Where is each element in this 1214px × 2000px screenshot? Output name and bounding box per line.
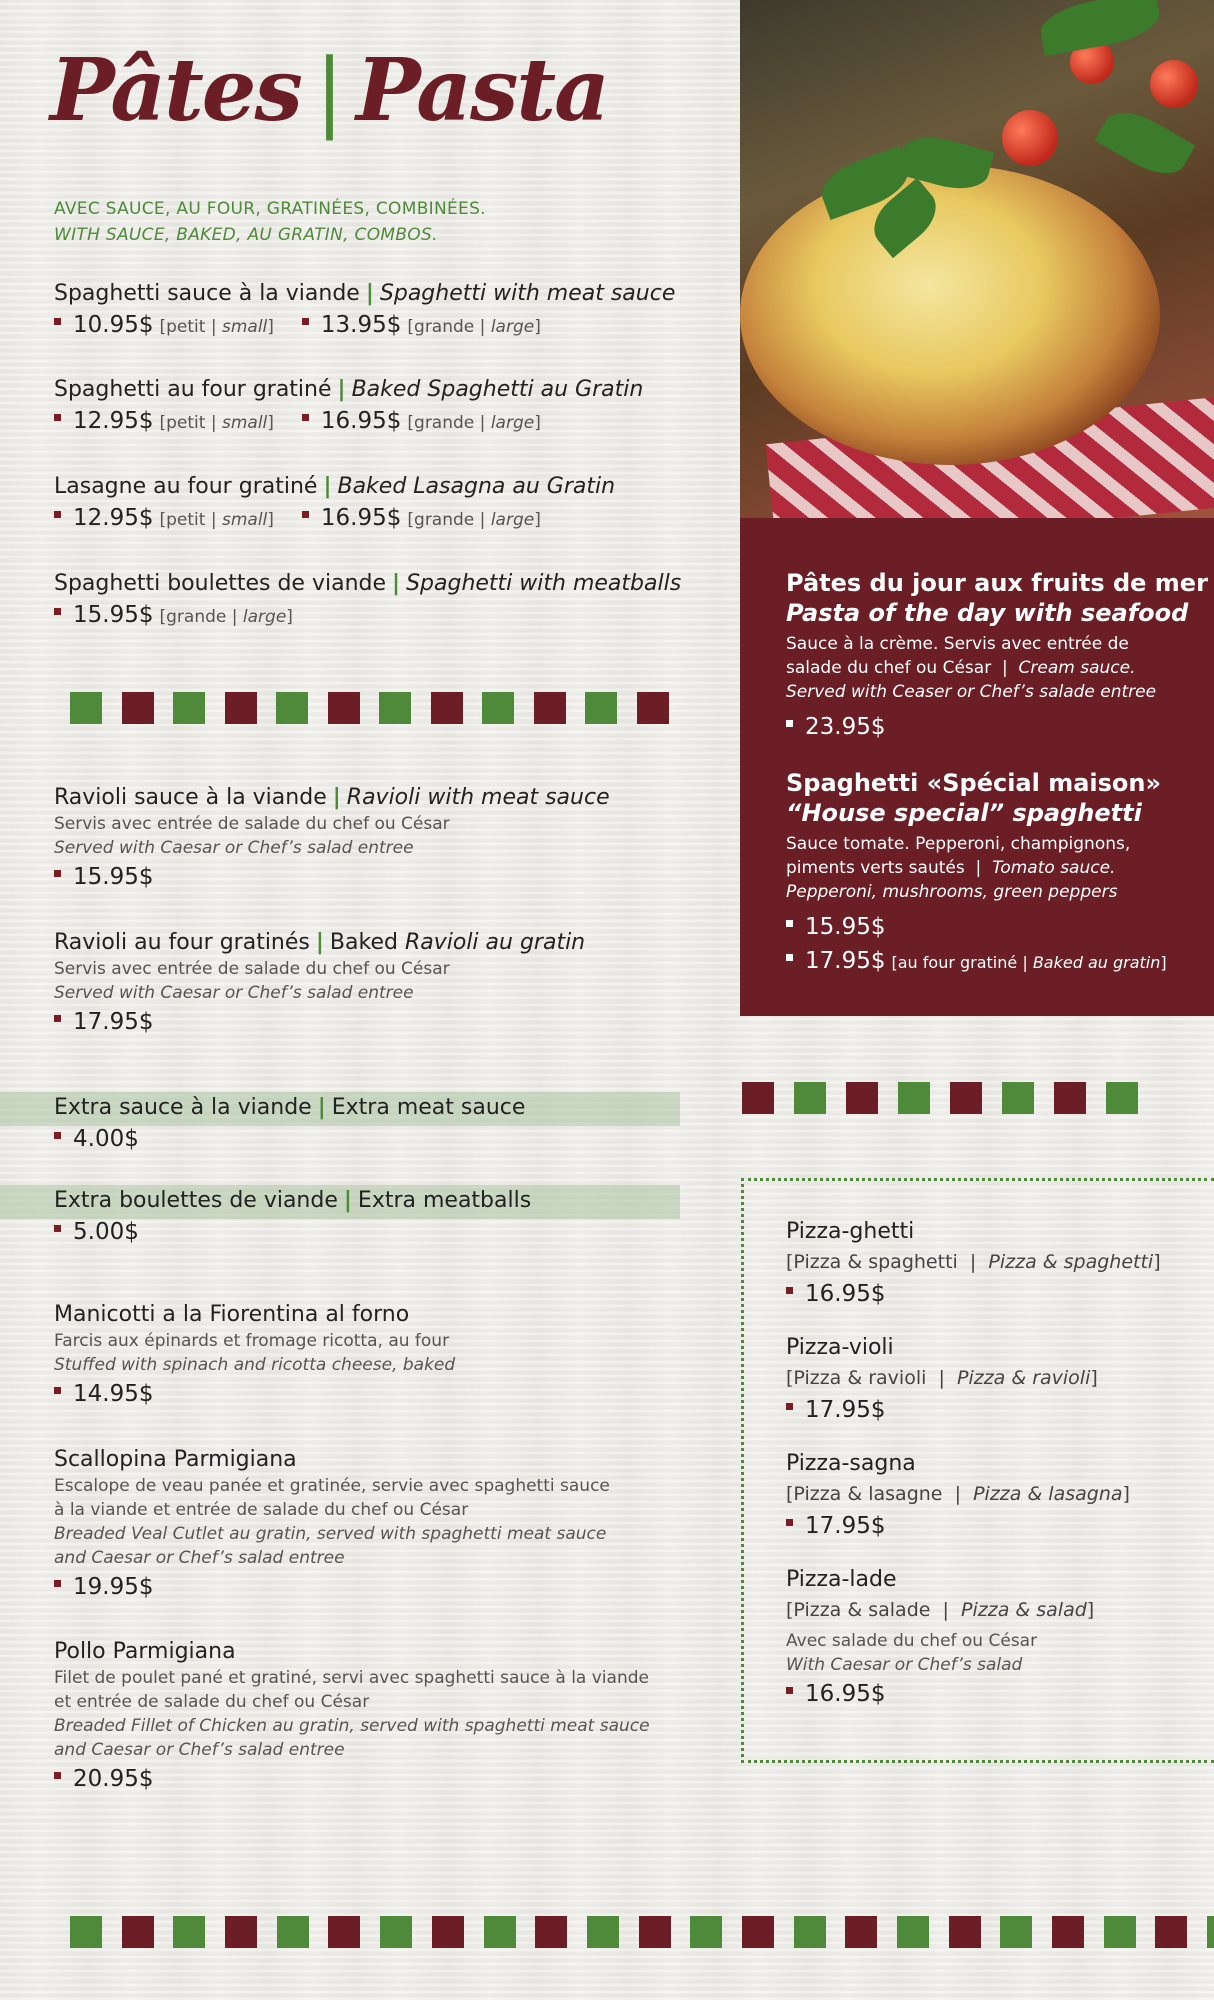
price: 14.95$ bbox=[73, 1381, 154, 1407]
size-separator: | bbox=[210, 317, 217, 337]
red-square bbox=[846, 1082, 878, 1114]
menu-item bbox=[54, 570, 681, 634]
price: 16.95$ bbox=[805, 1681, 886, 1707]
item-name-en: Spaghetti with meatballs bbox=[406, 571, 682, 596]
special-description-en: Tomato sauce. bbox=[992, 858, 1116, 878]
red-square bbox=[328, 1916, 360, 1948]
extra-item bbox=[54, 1187, 531, 1249]
price: 17.95$ bbox=[805, 1397, 886, 1423]
size-separator: | bbox=[231, 607, 238, 627]
bullet-icon bbox=[54, 1580, 61, 1587]
item-description-en: Breaded Fillet of Chicken au gratin, served with spaghetti meat sauce bbox=[54, 1716, 650, 1736]
special-description-en: Served with Ceaser or Chef’s salade entree bbox=[786, 682, 1157, 702]
special-description-en: Cream sauce. bbox=[1018, 658, 1136, 678]
price-line: 10.95$ [petit | small] 13.95$ [grande | large] bbox=[54, 308, 675, 344]
menu-item bbox=[54, 1301, 455, 1411]
green-square bbox=[794, 1916, 826, 1948]
size-en: small bbox=[221, 317, 268, 337]
item-name-fr: Spaghetti sauce à la viande bbox=[54, 281, 360, 306]
combo-description-fr: Avec salade du chef ou César bbox=[786, 1631, 1038, 1651]
item-description-fr: et entrée de salade du chef ou César bbox=[54, 1692, 370, 1712]
green-square bbox=[898, 1082, 930, 1114]
bullet-icon bbox=[54, 1015, 61, 1022]
red-square bbox=[122, 1916, 154, 1948]
price-line: 12.95$ [petit | small] 16.95$ [grande | large] bbox=[54, 404, 643, 440]
price-line bbox=[54, 1005, 585, 1039]
size-separator: | bbox=[210, 510, 217, 530]
separator: | bbox=[975, 858, 982, 878]
price: 15.95$ bbox=[73, 602, 154, 628]
separator: | bbox=[942, 1599, 949, 1621]
item-name-en-prefix: Baked bbox=[329, 930, 398, 955]
special-description-fr: salade du chef ou César bbox=[786, 658, 992, 678]
combo-item bbox=[786, 1333, 1194, 1427]
price: 17.95$ bbox=[805, 948, 886, 974]
item-name-fr: Spaghetti boulettes de viande bbox=[54, 571, 387, 596]
red-square bbox=[535, 1916, 567, 1948]
green-square bbox=[1207, 1916, 1214, 1948]
price: 12.95$ bbox=[73, 505, 154, 531]
green-square bbox=[173, 1916, 205, 1948]
menu-item bbox=[54, 473, 615, 537]
combo-subtitle-fr: Pizza & salade bbox=[793, 1599, 931, 1621]
red-square bbox=[1052, 1916, 1084, 1948]
green-square bbox=[897, 1916, 929, 1948]
separator: | bbox=[315, 930, 324, 955]
price-line bbox=[786, 910, 1186, 944]
combo-subtitle-en: Pizza & ravioli bbox=[956, 1367, 1091, 1389]
price-line: 15.95$ [grande | large] bbox=[54, 598, 681, 634]
combo-name: Pizza-sagna bbox=[786, 1451, 916, 1476]
special-item bbox=[786, 568, 1208, 744]
price-line bbox=[54, 1215, 531, 1249]
size-fr: grande bbox=[166, 607, 227, 627]
item-name-en: Extra meat sauce bbox=[331, 1095, 526, 1120]
green-square bbox=[482, 692, 514, 724]
menu-item bbox=[54, 376, 643, 440]
bullet-icon bbox=[54, 318, 61, 325]
special-name-fr: Pâtes du jour aux fruits de mer bbox=[786, 569, 1208, 597]
red-square bbox=[950, 1082, 982, 1114]
size-en: large bbox=[242, 607, 287, 627]
price-line bbox=[786, 1677, 1194, 1711]
price: 16.95$ bbox=[805, 1281, 886, 1307]
combo-name: Pizza-ghetti bbox=[786, 1219, 915, 1244]
size-fr: petit bbox=[166, 317, 206, 337]
special-description-en: Pepperoni, mushrooms, green peppers bbox=[786, 882, 1118, 902]
price-line: 17.95$ [au four gratiné | Baked au gratin] bbox=[786, 944, 1186, 980]
extra-item bbox=[54, 1094, 525, 1156]
item-name-en: Baked Lasagna au Gratin bbox=[337, 474, 616, 499]
special-name-en: Pasta of the day with seafood bbox=[786, 599, 1189, 627]
combo-name: Pizza-lade bbox=[786, 1567, 897, 1592]
green-square bbox=[690, 1916, 722, 1948]
price-line bbox=[54, 1762, 650, 1796]
separator: | bbox=[337, 377, 346, 402]
subtitle-french: AVEC SAUCE, AU FOUR, GRATINÉES, COMBINÉES. bbox=[54, 199, 486, 219]
bullet-icon bbox=[786, 1287, 793, 1294]
size-fr: grande bbox=[414, 510, 475, 530]
combo-name: Pizza-violi bbox=[786, 1335, 894, 1360]
separator: | bbox=[1002, 658, 1008, 678]
title-french: Pâtes bbox=[50, 40, 301, 141]
item-name-en: Extra meatballs bbox=[357, 1188, 532, 1213]
item-name: Manicotti a la Fiorentina al forno bbox=[54, 1302, 410, 1327]
combo-subtitle-en: Pizza & lasagna bbox=[973, 1483, 1123, 1505]
size-en: large bbox=[490, 413, 535, 433]
combo-item bbox=[786, 1449, 1194, 1543]
item-description-fr: Farcis aux épinards et fromage ricotta, au four bbox=[54, 1331, 450, 1351]
separator: | bbox=[1022, 953, 1028, 972]
bullet-icon bbox=[54, 511, 61, 518]
item-name-fr: Extra boulettes de viande bbox=[54, 1188, 338, 1213]
combo-subtitle-fr: Pizza & lasagne bbox=[793, 1483, 943, 1505]
separator: | bbox=[332, 785, 341, 810]
size-separator: | bbox=[479, 413, 486, 433]
size-separator: | bbox=[479, 317, 486, 337]
combo-subtitle: [Pizza & salade | Pizza & salad] bbox=[786, 1599, 1095, 1621]
red-square bbox=[742, 1916, 774, 1948]
bullet-icon bbox=[54, 1387, 61, 1394]
page-title bbox=[50, 40, 608, 141]
bullet-icon bbox=[302, 414, 309, 421]
size-en: large bbox=[490, 510, 535, 530]
separator: | bbox=[365, 281, 374, 306]
red-square bbox=[328, 692, 360, 724]
basil-leaf-shape bbox=[1095, 101, 1196, 186]
item-description-fr: Escalope de veau panée et gratinée, servie avec spaghetti sauce bbox=[54, 1476, 610, 1496]
combo-subtitle: [Pizza & ravioli | Pizza & ravioli] bbox=[786, 1367, 1098, 1389]
separator: | bbox=[969, 1251, 977, 1273]
item-description-fr: Servis avec entrée de salade du chef ou César bbox=[54, 959, 450, 979]
tomato-shape bbox=[1150, 60, 1198, 108]
green-square bbox=[277, 1916, 309, 1948]
specials-box bbox=[740, 518, 1214, 1016]
price-line bbox=[786, 710, 1186, 744]
bullet-icon bbox=[786, 1519, 793, 1526]
bullet-icon bbox=[302, 318, 309, 325]
item-name-en: Spaghetti with meat sauce bbox=[379, 281, 676, 306]
red-square bbox=[534, 692, 566, 724]
green-square bbox=[794, 1082, 826, 1114]
bullet-icon bbox=[54, 1132, 61, 1139]
bullet-icon bbox=[54, 1225, 61, 1232]
item-name-en: Baked Spaghetti au Gratin bbox=[351, 377, 644, 402]
size-fr: petit bbox=[166, 510, 206, 530]
price: 17.95$ bbox=[805, 1513, 886, 1539]
price: 10.95$ bbox=[73, 312, 154, 338]
red-square bbox=[949, 1916, 981, 1948]
item-description-fr: Filet de poulet pané et gratiné, servi avec spaghetti sauce à la viande bbox=[54, 1668, 649, 1688]
separator: | bbox=[954, 1483, 961, 1505]
menu-item bbox=[54, 1446, 610, 1604]
size-fr: petit bbox=[166, 413, 206, 433]
green-square bbox=[1106, 1082, 1138, 1114]
combo-item bbox=[786, 1565, 1194, 1711]
red-square bbox=[432, 1916, 464, 1948]
bullet-icon bbox=[54, 414, 61, 421]
bullet-icon bbox=[786, 720, 793, 727]
bullet-icon bbox=[54, 608, 61, 615]
bullet-icon bbox=[302, 511, 309, 518]
price: 17.95$ bbox=[73, 1009, 154, 1035]
menu-item bbox=[54, 280, 675, 344]
price-line bbox=[786, 1509, 1194, 1543]
subtitle bbox=[54, 196, 486, 248]
item-description-en: Served with Caesar or Chef’s salad entree bbox=[54, 838, 414, 858]
decorative-squares-bottom bbox=[70, 1916, 1214, 1948]
title-english: Pasta bbox=[355, 40, 608, 141]
price: 16.95$ bbox=[320, 505, 402, 531]
item-name-fr: Ravioli sauce à la viande bbox=[54, 785, 327, 810]
bullet-icon bbox=[786, 920, 793, 927]
item-name-fr: Ravioli au four gratinés bbox=[54, 930, 310, 955]
decorative-squares bbox=[70, 692, 669, 724]
item-description-fr: Servis avec entrée de salade du chef ou César bbox=[54, 814, 450, 834]
price-line bbox=[54, 1377, 455, 1411]
baked-pasta-dish bbox=[740, 165, 1160, 465]
green-square bbox=[587, 1916, 619, 1948]
price: 15.95$ bbox=[805, 914, 886, 940]
item-name-en: Ravioli with meat sauce bbox=[346, 785, 610, 810]
combo-item bbox=[786, 1217, 1194, 1311]
separator: | bbox=[323, 474, 332, 499]
size-separator: | bbox=[210, 413, 217, 433]
bullet-icon bbox=[54, 1772, 61, 1779]
green-square bbox=[379, 692, 411, 724]
item-description-en: and Caesar or Chef’s salad entree bbox=[54, 1740, 345, 1760]
special-name-fr: Spaghetti «Spécial maison» bbox=[786, 769, 1161, 797]
bullet-icon bbox=[54, 870, 61, 877]
green-square bbox=[1002, 1082, 1034, 1114]
item-name: Scallopina Parmigiana bbox=[54, 1447, 297, 1472]
price: 5.00$ bbox=[73, 1219, 139, 1245]
green-square bbox=[1000, 1916, 1032, 1948]
size-fr: grande bbox=[414, 317, 475, 337]
special-name-en: “House special” spaghetti bbox=[786, 799, 1142, 827]
combo-subtitle: [Pizza & lasagne | Pizza & lasagna] bbox=[786, 1483, 1130, 1505]
combo-description-en: With Caesar or Chef’s salad bbox=[786, 1655, 1023, 1675]
bullet-icon bbox=[786, 1687, 793, 1694]
special-description-fr: Sauce tomate. Pepperoni, champignons, bbox=[786, 834, 1131, 854]
size-en: small bbox=[221, 413, 268, 433]
bullet-icon bbox=[786, 1403, 793, 1410]
red-square bbox=[639, 1916, 671, 1948]
food-photo bbox=[740, 0, 1214, 518]
item-name-fr: Lasagne au four gratiné bbox=[54, 474, 318, 499]
price-line: 12.95$ [petit | small] 16.95$ [grande | large] bbox=[54, 501, 615, 537]
item-name-fr: Spaghetti au four gratiné bbox=[54, 377, 332, 402]
red-square bbox=[1155, 1916, 1187, 1948]
red-square bbox=[225, 1916, 257, 1948]
size-en: large bbox=[490, 317, 535, 337]
separator: | bbox=[392, 571, 401, 596]
price: 16.95$ bbox=[320, 408, 402, 434]
price: 15.95$ bbox=[73, 864, 154, 890]
price: 12.95$ bbox=[73, 408, 154, 434]
item-description-en: Stuffed with spinach and ricotta cheese, baked bbox=[54, 1355, 456, 1375]
price: 4.00$ bbox=[73, 1126, 139, 1152]
subtitle-english: WITH SAUCE, BAKED, AU GRATIN, COMBOS. bbox=[54, 225, 438, 245]
combos-box bbox=[741, 1178, 1214, 1763]
title-separator: | bbox=[314, 41, 342, 141]
green-square bbox=[276, 692, 308, 724]
price: 13.95$ bbox=[320, 312, 402, 338]
menu-item bbox=[54, 929, 585, 1039]
item-name-fr: Extra sauce à la viande bbox=[54, 1095, 312, 1120]
combo-subtitle-en: Pizza & spaghetti bbox=[988, 1251, 1154, 1273]
combo-subtitle-fr: Pizza & ravioli bbox=[793, 1367, 927, 1389]
menu-item bbox=[54, 784, 610, 894]
separator: | bbox=[343, 1188, 352, 1213]
combo-subtitle-fr: Pizza & spaghetti bbox=[793, 1251, 958, 1273]
separator: | bbox=[938, 1367, 945, 1389]
combo-subtitle: [Pizza & spaghetti | Pizza & spaghetti] bbox=[786, 1251, 1161, 1273]
green-square bbox=[173, 692, 205, 724]
price-line bbox=[54, 1570, 610, 1604]
red-square bbox=[637, 692, 669, 724]
menu-item bbox=[54, 1638, 650, 1796]
bullet-icon bbox=[786, 954, 793, 961]
price-line bbox=[54, 1122, 525, 1156]
item-name: Pollo Parmigiana bbox=[54, 1639, 236, 1664]
price-line bbox=[786, 1277, 1194, 1311]
red-square bbox=[431, 692, 463, 724]
item-description-en: Served with Caesar or Chef’s salad entree bbox=[54, 983, 414, 1003]
red-square bbox=[845, 1916, 877, 1948]
price-line bbox=[54, 860, 610, 894]
red-square bbox=[122, 692, 154, 724]
price: 23.95$ bbox=[805, 714, 886, 740]
green-square bbox=[380, 1916, 412, 1948]
special-description-fr: Sauce à la crème. Servis avec entrée de bbox=[786, 634, 1129, 654]
price-line bbox=[786, 1393, 1194, 1427]
decorative-squares bbox=[742, 1082, 1138, 1114]
green-square bbox=[70, 692, 102, 724]
green-square bbox=[585, 692, 617, 724]
item-description-fr: à la viande et entrée de salade du chef ou César bbox=[54, 1500, 469, 1520]
green-square bbox=[484, 1916, 516, 1948]
tomato-shape bbox=[1002, 110, 1058, 166]
red-square bbox=[225, 692, 257, 724]
combo-subtitle-en: Pizza & salad bbox=[961, 1599, 1087, 1621]
price: 20.95$ bbox=[73, 1766, 154, 1792]
price: 19.95$ bbox=[73, 1574, 154, 1600]
price-note-en: Baked au gratin bbox=[1032, 953, 1161, 972]
size-fr: grande bbox=[414, 413, 475, 433]
item-description-en: Breaded Veal Cutlet au gratin, served with spaghetti meat sauce bbox=[54, 1524, 607, 1544]
special-item bbox=[786, 768, 1186, 980]
price-note-fr: au four gratiné bbox=[897, 953, 1018, 972]
special-description-fr: piments verts sautés bbox=[786, 858, 965, 878]
separator: | bbox=[317, 1095, 326, 1120]
green-square bbox=[70, 1916, 102, 1948]
red-square bbox=[1054, 1082, 1086, 1114]
item-description-en: and Caesar or Chef’s salad entree bbox=[54, 1548, 345, 1568]
size-en: small bbox=[221, 510, 268, 530]
item-name-en: Ravioli au gratin bbox=[404, 930, 586, 955]
green-square bbox=[1104, 1916, 1136, 1948]
red-square bbox=[742, 1082, 774, 1114]
size-separator: | bbox=[479, 510, 486, 530]
